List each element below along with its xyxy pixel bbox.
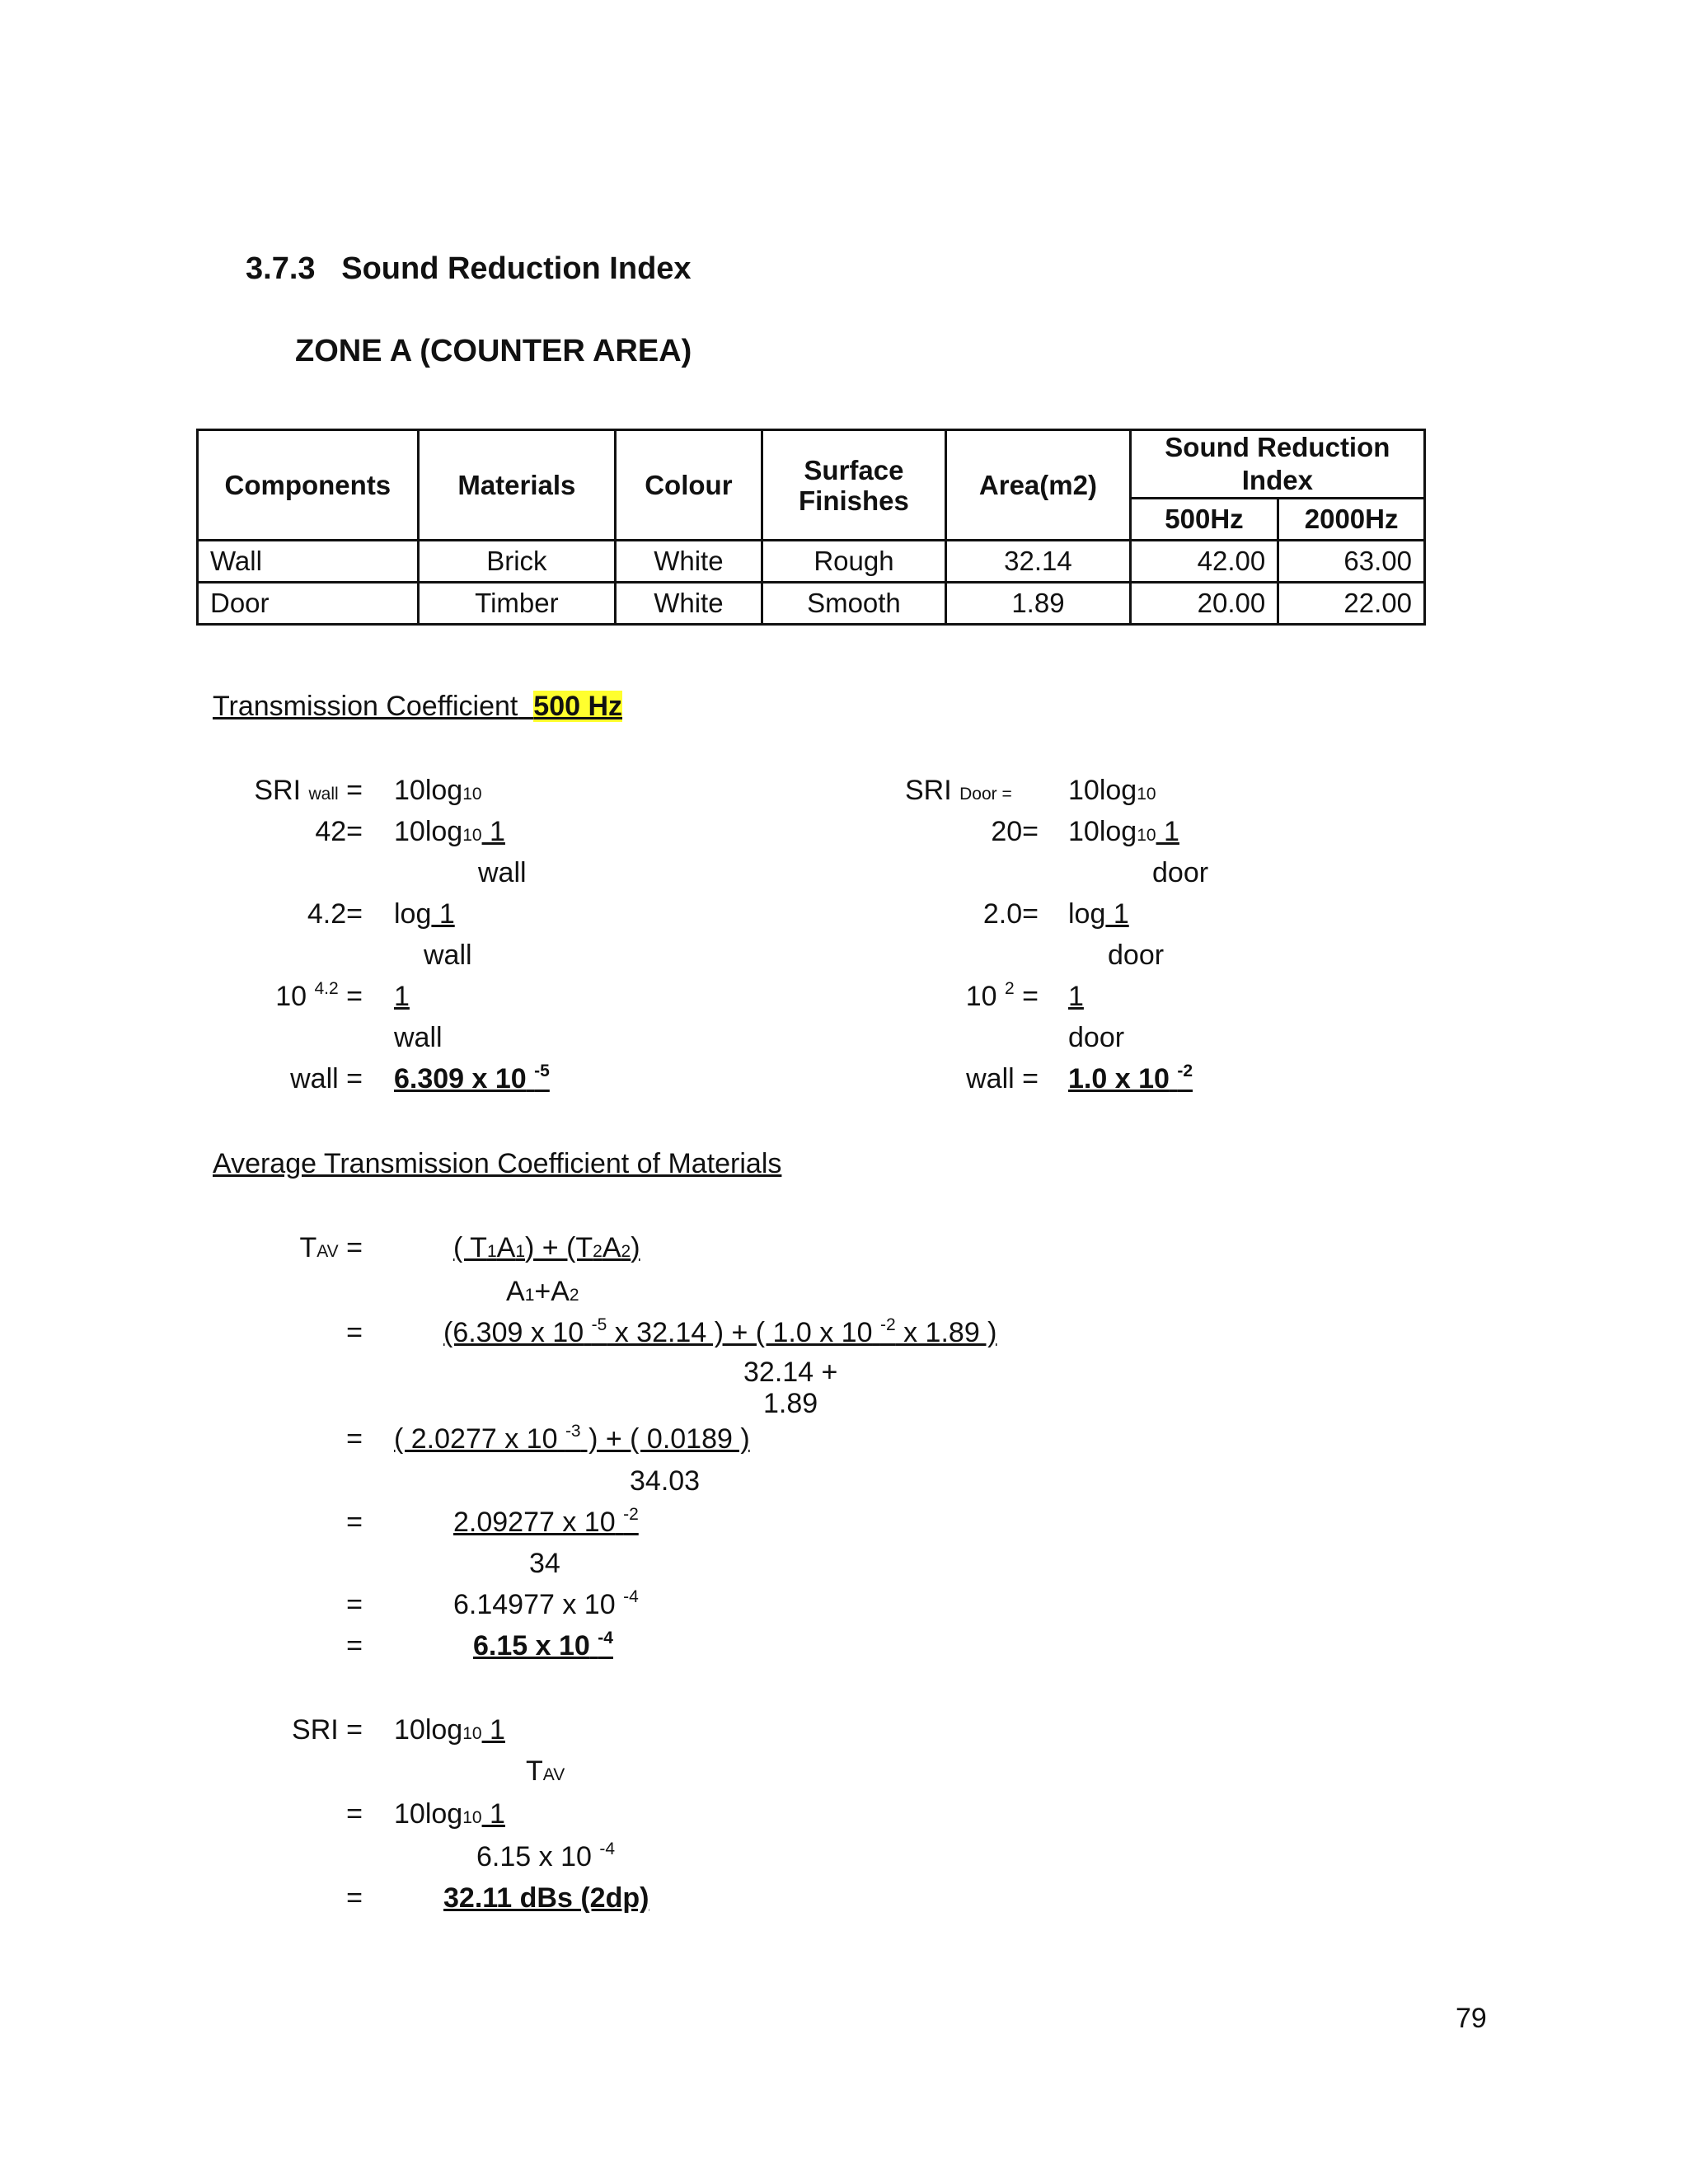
eq-6: = — [346, 1630, 363, 1661]
cell-sri-500: 42.00 — [1130, 541, 1278, 583]
wall-r2: 10log10 1 — [394, 816, 505, 847]
sri-eq-3: = — [346, 1882, 363, 1914]
wall-l5: wall = — [290, 1063, 363, 1094]
door-r1: 10log10 — [1068, 775, 1156, 806]
cell-component: Wall — [198, 541, 419, 583]
cell-colour: White — [616, 541, 762, 583]
tav-label: TAV = — [299, 1232, 363, 1263]
sri-d2: 6.15 x 10 $^{-4}$ — [476, 1840, 616, 1872]
sri-eq-2: = — [346, 1798, 363, 1830]
wall-d4: wall — [394, 1022, 443, 1053]
door-d4: door — [1068, 1022, 1125, 1053]
eq-5: = — [346, 1589, 363, 1620]
wall-sri-label: SRI wall = — [254, 775, 363, 806]
zone-heading: ZONE A (COUNTER AREA) — [295, 334, 692, 368]
cell-area: 32.14 — [946, 541, 1131, 583]
step3-denominator: 34.03 — [630, 1465, 701, 1497]
cell-material: Brick — [418, 541, 615, 583]
header-colour: Colour — [616, 430, 762, 541]
section-heading — [246, 251, 692, 287]
wall-l2: 42= — [315, 816, 363, 847]
wall-r4: 1 — [394, 981, 410, 1012]
average-heading: Average Transmission Coefficient of Materials — [213, 1148, 782, 1179]
transmission-heading-text: Transmission Coefficient — [213, 691, 518, 722]
step2-denominator-a: 32.14 + — [743, 1357, 838, 1388]
header-2000hz: 2000Hz — [1278, 499, 1425, 541]
eq-4: = — [346, 1507, 363, 1538]
door-d3: door — [1108, 940, 1165, 971]
step4-denominator: 34 — [529, 1548, 560, 1579]
door-r2: 10log10 1 — [1068, 816, 1179, 847]
header-materials: Materials — [418, 430, 615, 541]
wall-r3: log 1 — [394, 898, 455, 930]
tav-result: 6.15 x 10 $^{-4}$ — [473, 1629, 613, 1661]
door-r4: 1 — [1068, 981, 1084, 1012]
cell-material: Timber — [418, 583, 615, 625]
wall-l4: 10 $^{4.2}$ = — [275, 979, 363, 1012]
door-l5: wall = — [966, 1063, 1039, 1094]
cell-sri-2000: 22.00 — [1278, 583, 1425, 625]
wall-result: 6.309 x 10 $^{-5}$ — [394, 1062, 550, 1094]
step3-numerator: ( 2.0277 x 10 $^{-3}$ ) + ( 0.0189 ) — [394, 1422, 750, 1455]
cell-finish: Rough — [762, 541, 945, 583]
formula-numerator: ( T1A1) + (T2A2) — [453, 1232, 640, 1263]
section-number: 3.7.3 — [246, 251, 316, 286]
step2-numerator: (6.309 x 10 $^{-5}$ x 32.14 ) + ( 1.0 x 10 $^{-2}$ x 1.89 ) — [443, 1315, 997, 1348]
door-l3: 2.0= — [982, 898, 1039, 930]
cell-component: Door — [198, 583, 419, 625]
door-l4: 10 $^2$ = — [965, 979, 1039, 1012]
door-sri-label: SRI Door = — [905, 775, 1012, 806]
cell-colour: White — [616, 583, 762, 625]
transmission-heading — [213, 691, 622, 723]
step2-denominator-b: 1.89 — [763, 1388, 818, 1419]
header-area: Area(m2) — [946, 430, 1131, 541]
wall-r1: 10log10 — [394, 775, 482, 806]
sri-d1: TAV — [526, 1755, 565, 1787]
sri-r1: 10log10 1 — [394, 1714, 505, 1746]
cell-area: 1.89 — [946, 583, 1131, 625]
door-d2: door — [1152, 857, 1209, 888]
formula-denominator: A1+A2 — [506, 1276, 579, 1307]
page-number: 79 — [1456, 2003, 1487, 2034]
eq-3: = — [346, 1423, 363, 1455]
wall-l3: 4.2= — [307, 898, 363, 930]
cell-sri-500: 20.00 — [1130, 583, 1278, 625]
sri-table — [196, 429, 1426, 626]
header-surface-finishes: Surface Finishes — [762, 430, 945, 541]
cell-finish: Smooth — [762, 583, 945, 625]
door-l2: 20= — [991, 816, 1039, 847]
sri-r2: 10log10 1 — [394, 1798, 505, 1830]
header-components: Components — [198, 430, 419, 541]
section-title: Sound Reduction Index — [341, 251, 692, 286]
frequency-highlight: 500 Hz — [533, 691, 623, 722]
wall-d2: wall — [478, 857, 527, 888]
header-sri: Sound Reduction Index — [1130, 430, 1424, 499]
table-row — [198, 583, 1425, 625]
step5-value: 6.14977 x 10 $^{-4}$ — [453, 1587, 639, 1620]
sri-result: 32.11 dBs (2dp) — [443, 1882, 649, 1914]
header-500hz: 500Hz — [1130, 499, 1278, 541]
door-result: 1.0 x 10 $^{-2}$ — [1068, 1062, 1193, 1094]
cell-sri-2000: 63.00 — [1278, 541, 1425, 583]
step4-numerator: 2.09277 x 10 $^{-2}$ — [453, 1505, 639, 1538]
table-header-row — [198, 430, 1425, 499]
table-row — [198, 541, 1425, 583]
wall-d3: wall — [424, 940, 472, 971]
sri-label: SRI = — [292, 1714, 363, 1746]
door-r3: log 1 — [1068, 898, 1129, 930]
eq-2: = — [346, 1317, 363, 1348]
